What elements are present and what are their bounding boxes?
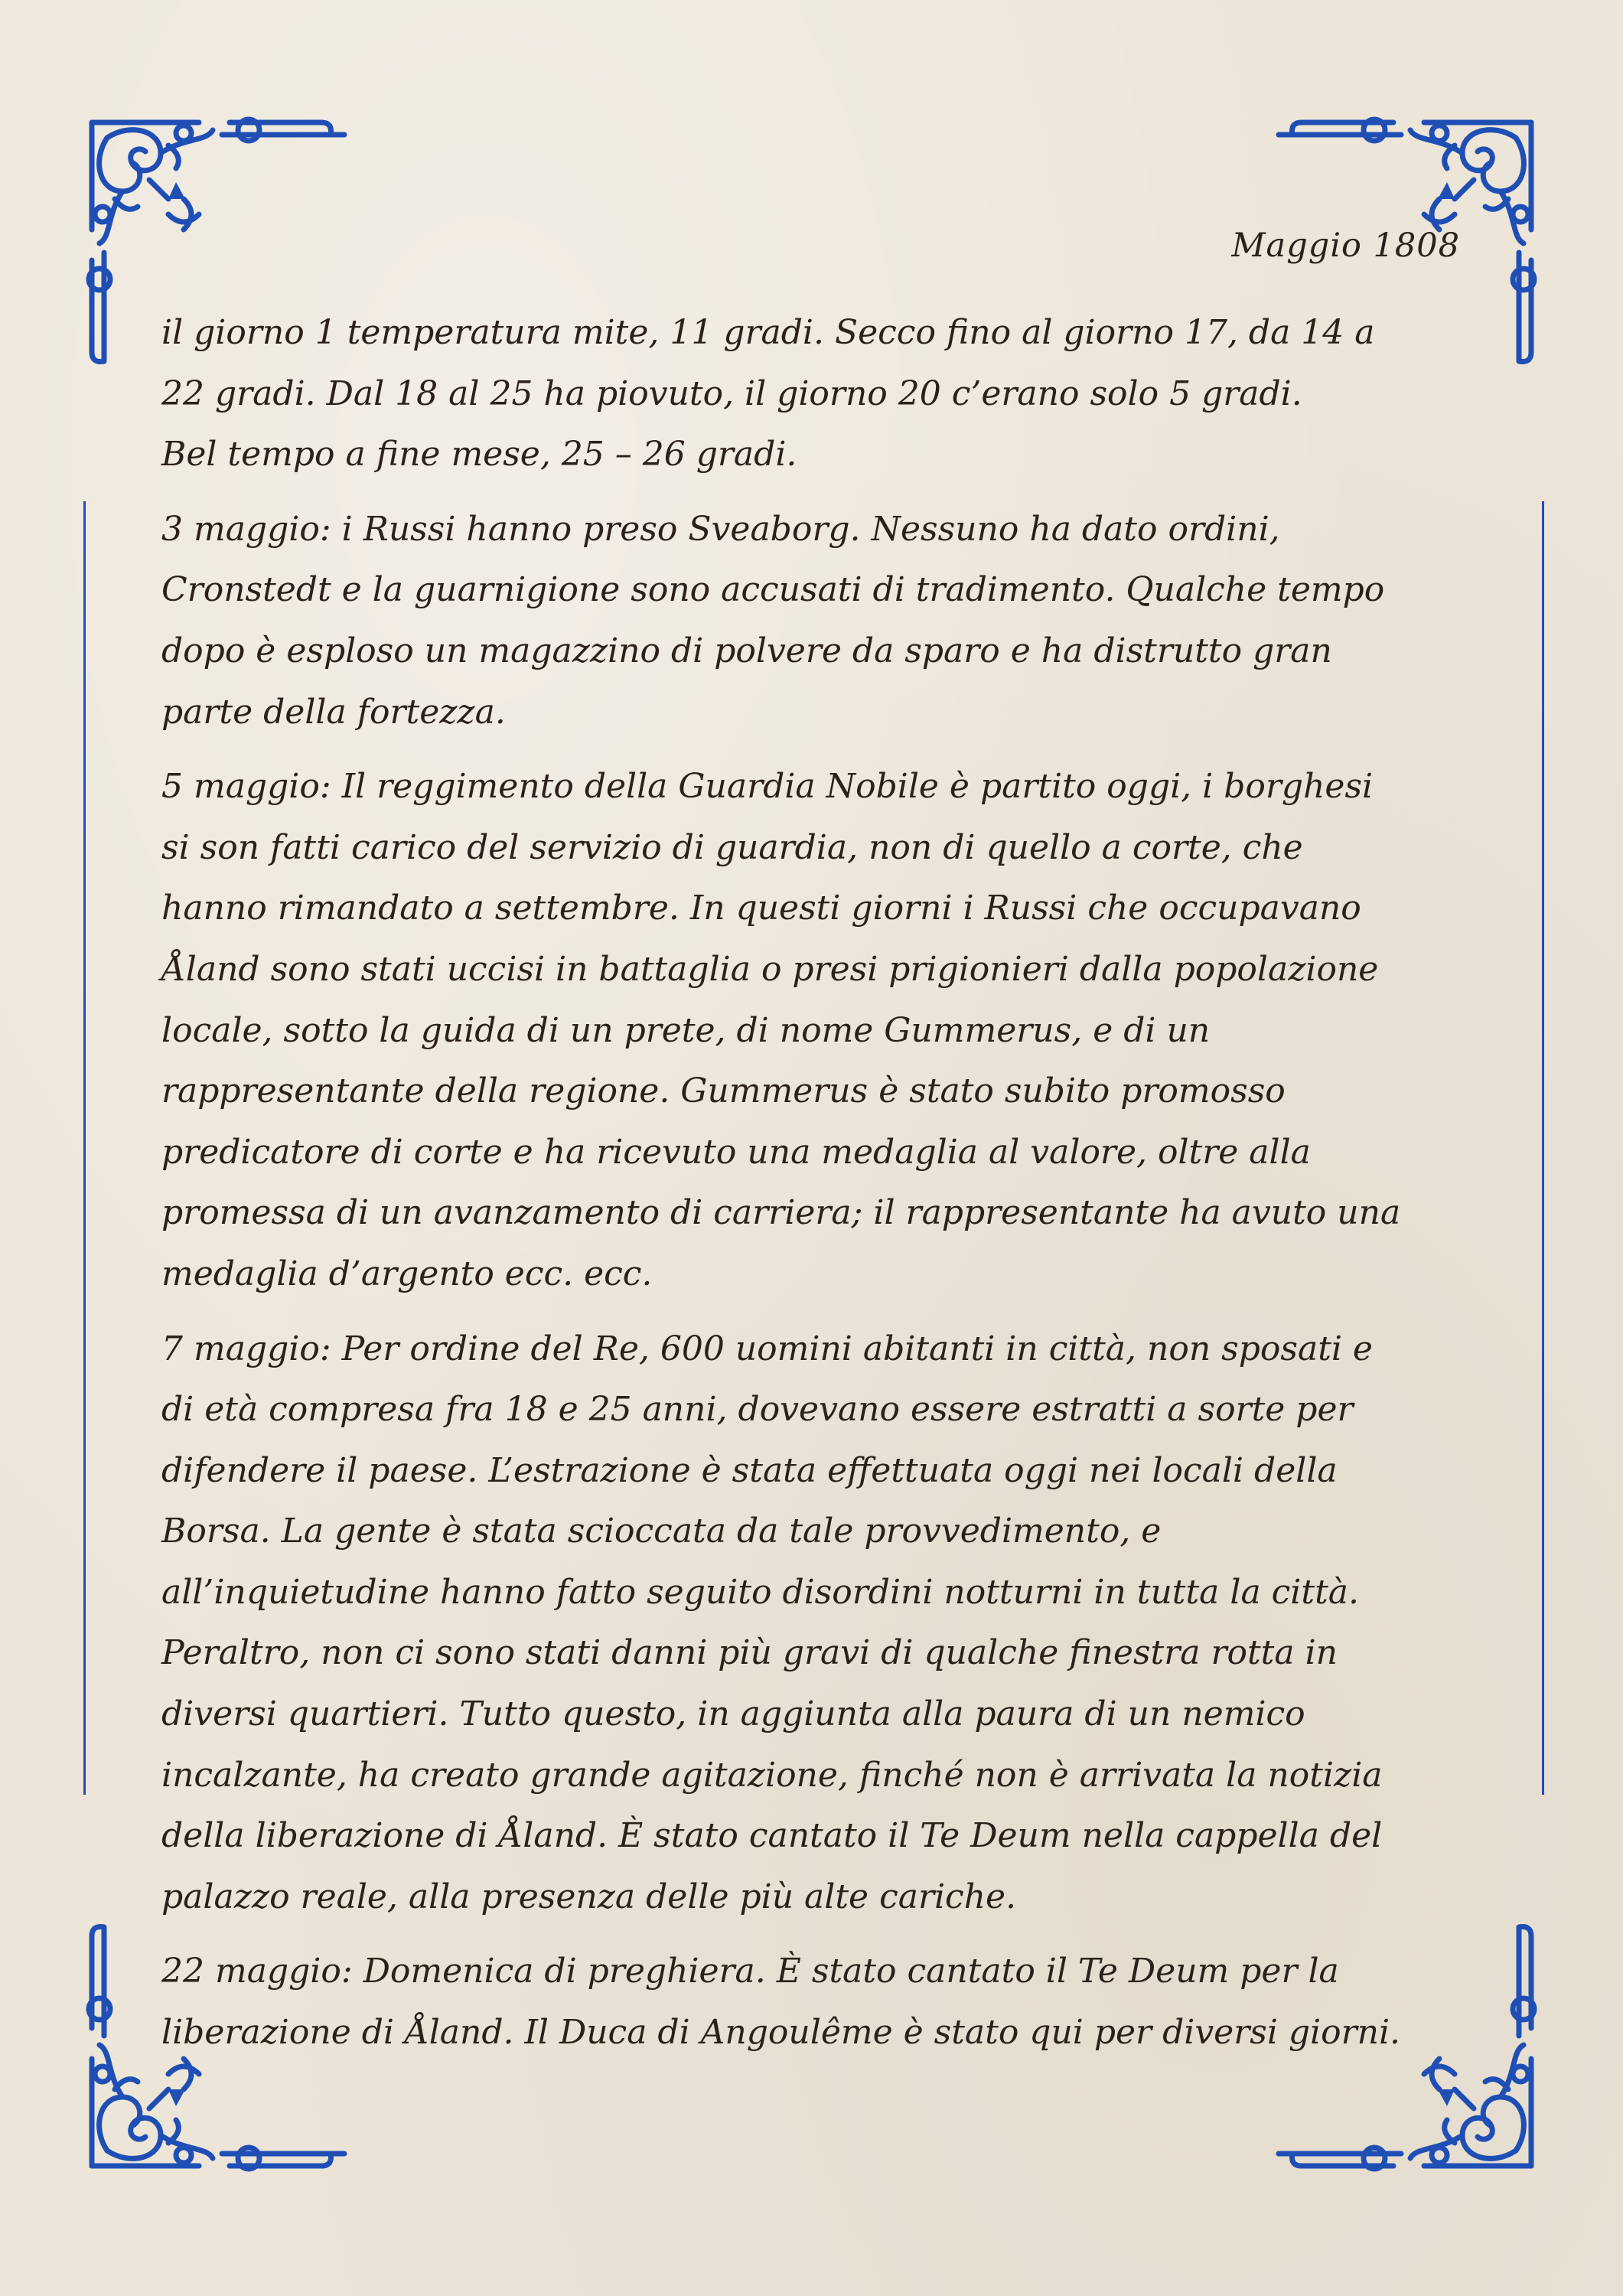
text-line: il giorno 1 temperatura mite, 11 gradi. Secco fino al giorno 17, da 14 a <box>161 313 1375 352</box>
text-line: palazzo reale, alla presenza delle più alte cariche. <box>161 1877 1017 1916</box>
text-line: incalzante, ha creato grande agitazione, finché non è arrivata la notizia <box>161 1755 1383 1795</box>
text-line: 22 maggio: Domenica di preghiera. È stato cantato il Te Deum per la <box>161 1952 1339 1991</box>
text-line: Borsa. La gente è stata scioccata da tale provvedimento, e <box>161 1512 1162 1551</box>
text-line: dopo è esploso un magazzino di polvere da sparo e ha distrutto gran <box>161 631 1332 670</box>
text-line: Åland sono stati uccisi in battaglia o presi prigionieri dalla popolazione <box>161 949 1379 989</box>
text-line: di età compresa fra 18 e 25 anni, dovevano essere estratti a sorte per <box>161 1390 1354 1430</box>
text-line: locale, sotto la guida di un prete, di nome Gummerus, e di un <box>161 1010 1211 1050</box>
text-line: Bel tempo a fine mese, 25 – 26 gradi. <box>161 435 797 475</box>
text-line: parte della fortezza. <box>161 692 506 732</box>
text-line: hanno rimandato a settembre. In questi giorni i Russi che occupavano <box>161 889 1361 928</box>
text-line: medaglia d’argento ecc. ecc. <box>161 1254 653 1293</box>
text-line: rappresentante della regione. Gummerus è stato subito promosso <box>161 1071 1286 1111</box>
left-border-line <box>83 501 86 1795</box>
entry-22-maggio <box>161 1941 1462 2063</box>
text-line: liberazione di Åland. Il Duca di Angoulême è stato qui per diversi giorni. <box>161 2013 1401 2053</box>
text-line: Cronstedt e la guarnigione sono accusati di tradimento. Qualche tempo <box>161 570 1385 610</box>
entry-7-maggio <box>161 1319 1462 1928</box>
text-line: 3 maggio: i Russi hanno preso Sveaborg. Nessuno ha dato ordini, <box>161 509 1280 549</box>
text-line: all’inquietudine hanno fatto seguito disordini notturni in tutta la città. <box>161 1572 1359 1612</box>
text-line: Peraltro, non ci sono stati danni più gravi di qualche finestra rotta in <box>161 1633 1338 1673</box>
text-line: si son fatti carico del servizio di guardia, non di quello a corte, che <box>161 827 1303 867</box>
date-header: Maggio 1808 <box>1231 227 1460 265</box>
text-line: diversi quartieri. Tutto questo, in aggiunta alla paura di un nemico <box>161 1694 1305 1734</box>
text-line: predicatore di corte e ha ricevuto una medaglia al valore, oltre alla <box>161 1132 1311 1172</box>
text-line: 22 gradi. Dal 18 al 25 ha piovuto, il giorno 20 c’erano solo 5 gradi. <box>161 373 1302 413</box>
text-line: 5 maggio: Il reggimento della Guardia Nobile è partito oggi, i borghesi <box>161 767 1374 807</box>
text-line: della liberazione di Åland. È stato cantato il Te Deum nella cappella del <box>161 1816 1383 1856</box>
text-line: difendere il paese. L’estrazione è stata effettuata oggi nei locali della <box>161 1450 1338 1490</box>
entry-3-maggio <box>161 499 1462 742</box>
entry-5-maggio <box>161 756 1462 1304</box>
entry-weather <box>161 302 1462 485</box>
diary-text <box>161 302 1462 2077</box>
text-line: promessa di un avanzamento di carriera; il rappresentante ha avuto una <box>161 1193 1401 1233</box>
text-line: 7 maggio: Per ordine del Re, 600 uomini abitanti in città, non sposati e <box>161 1329 1373 1368</box>
right-border-line <box>1542 501 1544 1795</box>
